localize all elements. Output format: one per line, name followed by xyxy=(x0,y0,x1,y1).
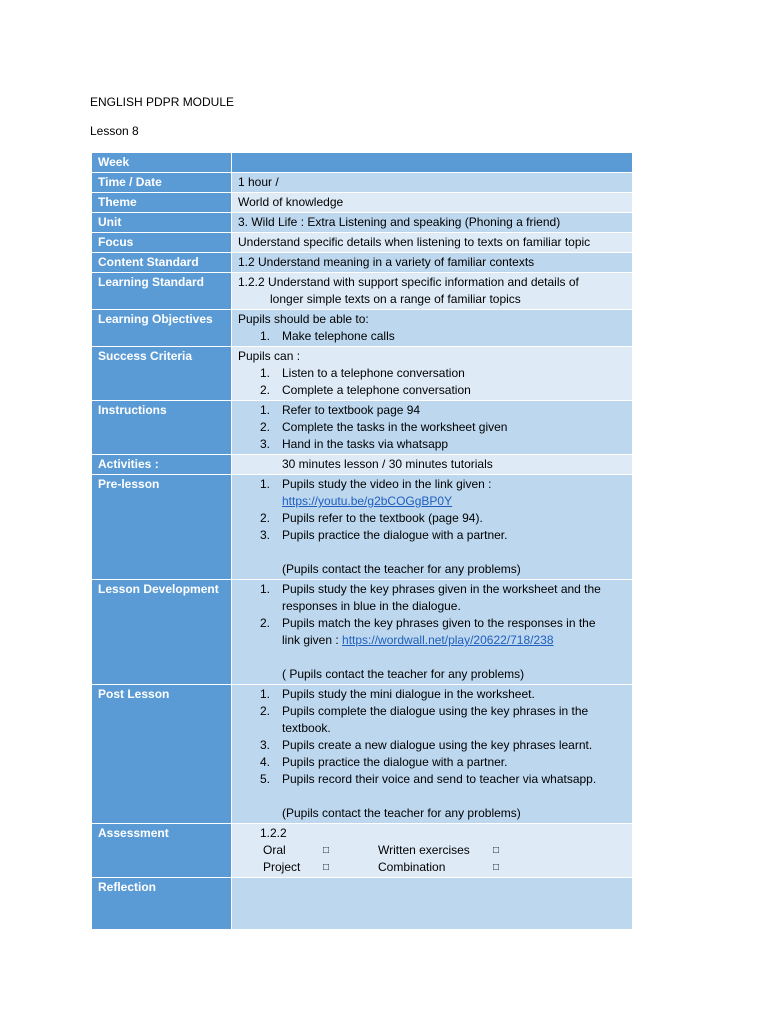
label-reflection: Reflection xyxy=(92,878,232,930)
label-week: Week xyxy=(92,153,232,173)
option-project: Project xyxy=(263,860,301,874)
label-unit: Unit xyxy=(92,213,232,233)
label-learning-standard: Learning Standard xyxy=(92,273,232,310)
list-item: 2. Pupils complete the dialogue using the key phrases in the textbook. xyxy=(260,704,589,735)
wordwall-link[interactable]: https://wordwall.net/play/20622/718/238 xyxy=(342,633,554,647)
value-activities: 30 minutes lesson / 30 minutes tutorials xyxy=(232,455,633,475)
youtube-link[interactable]: https://youtu.be/g2bCOGgBP0Y xyxy=(282,494,453,508)
list-item: 3. Hand in the tasks via whatsapp xyxy=(260,437,449,451)
row-learning-objectives xyxy=(92,310,633,347)
value-reflection[interactable] xyxy=(232,878,633,930)
row-week xyxy=(92,153,633,173)
label-focus: Focus xyxy=(92,233,232,253)
post-lesson-note: (Pupils contact the teacher for any problems) xyxy=(282,806,521,820)
value-focus: Understand specific details when listening to texts on familiar topic xyxy=(232,233,633,253)
option-written: Written exercises xyxy=(378,843,470,857)
value-post-lesson xyxy=(232,685,633,824)
row-instructions xyxy=(92,401,633,455)
value-pre-lesson xyxy=(232,475,633,580)
row-learning-standard xyxy=(92,273,633,310)
checkbox-combination[interactable]: □ xyxy=(493,862,500,873)
label-instructions: Instructions xyxy=(92,401,232,455)
label-post-lesson: Post Lesson xyxy=(92,685,232,824)
assessment-code: 1.2.2 xyxy=(260,826,287,840)
value-assessment xyxy=(232,824,633,878)
list-item: 2. Complete a telephone conversation xyxy=(260,383,471,397)
row-reflection xyxy=(92,878,633,930)
pre-lesson-note: (Pupils contact the teacher for any problems) xyxy=(282,562,521,576)
list-item: 5. Pupils record their voice and send to teacher via whatsapp. xyxy=(260,772,597,786)
list-item: 1. Pupils study the video in the link given : https://youtu.be/g2bCOGgBP0Y xyxy=(260,477,492,508)
label-activities: Activities : xyxy=(92,455,232,475)
row-focus xyxy=(92,233,633,253)
label-theme: Theme xyxy=(92,193,232,213)
learning-standard-line2: longer simple texts on a range of familiar topics xyxy=(270,292,521,306)
value-content-standard: 1.2 Understand meaning in a variety of familiar contexts xyxy=(232,253,633,273)
row-pre-lesson xyxy=(92,475,633,580)
checkbox-project[interactable]: □ xyxy=(323,862,330,873)
objectives-intro: Pupils should be able to: xyxy=(238,312,369,326)
list-item: 1. Make telephone calls xyxy=(260,329,395,343)
list-item: 2. Pupils match the key phrases given to the responses in the link given : https://wordwall.net/play/20622/718/238 xyxy=(260,616,596,647)
row-post-lesson xyxy=(92,685,633,824)
checkbox-written[interactable]: □ xyxy=(493,845,500,856)
row-unit xyxy=(92,213,633,233)
success-intro: Pupils can : xyxy=(238,349,301,363)
row-theme xyxy=(92,193,633,213)
row-success-criteria xyxy=(92,347,633,401)
list-item: 2. Complete the tasks in the worksheet given xyxy=(260,420,508,434)
label-pre-lesson: Pre-lesson xyxy=(92,475,232,580)
row-lesson-development xyxy=(92,580,633,685)
value-week xyxy=(232,153,633,173)
lesson-number: Lesson 8 xyxy=(90,124,139,138)
value-learning-objectives xyxy=(232,310,633,347)
list-item: 1. Refer to textbook page 94 xyxy=(260,403,421,417)
label-content-standard: Content Standard xyxy=(92,253,232,273)
row-time-date xyxy=(92,173,633,193)
value-lesson-development xyxy=(232,580,633,685)
label-learning-objectives: Learning Objectives xyxy=(92,310,232,347)
row-assessment xyxy=(92,824,633,878)
learning-standard-line1: 1.2.2 Understand with support specific information and details of xyxy=(238,275,579,289)
value-success-criteria xyxy=(232,347,633,401)
development-note: ( Pupils contact the teacher for any problems) xyxy=(282,667,525,681)
value-instructions xyxy=(232,401,633,455)
list-item: 1. Listen to a telephone conversation xyxy=(260,366,465,380)
list-item: 2. Pupils refer to the textbook (page 94). xyxy=(260,511,483,525)
value-theme: World of knowledge xyxy=(232,193,633,213)
checkbox-oral[interactable]: □ xyxy=(323,845,330,856)
label-assessment: Assessment xyxy=(92,824,232,878)
value-learning-standard xyxy=(232,273,633,310)
list-item: 3. Pupils practice the dialogue with a partner. xyxy=(260,528,508,542)
list-item: 1. Pupils study the mini dialogue in the worksheet. xyxy=(260,687,535,701)
lesson-plan-table xyxy=(91,152,633,930)
label-time-date: Time / Date xyxy=(92,173,232,193)
list-item: 1. Pupils study the key phrases given in the worksheet and the responses in blue in the dialogue. xyxy=(260,582,601,613)
assessment-options xyxy=(238,842,626,876)
option-oral: Oral xyxy=(263,843,286,857)
label-lesson-development: Lesson Development xyxy=(92,580,232,685)
row-activities xyxy=(92,455,633,475)
value-time-date: 1 hour / xyxy=(232,173,633,193)
label-success-criteria: Success Criteria xyxy=(92,347,232,401)
row-content-standard xyxy=(92,253,633,273)
value-unit: 3. Wild Life : Extra Listening and speaking (Phoning a friend) xyxy=(232,213,633,233)
document-title: ENGLISH PDPR MODULE xyxy=(90,95,235,109)
list-item: 4. Pupils practice the dialogue with a partner. xyxy=(260,755,508,769)
list-item: 3. Pupils create a new dialogue using the key phrases learnt. xyxy=(260,738,593,752)
option-combination: Combination xyxy=(378,860,446,874)
